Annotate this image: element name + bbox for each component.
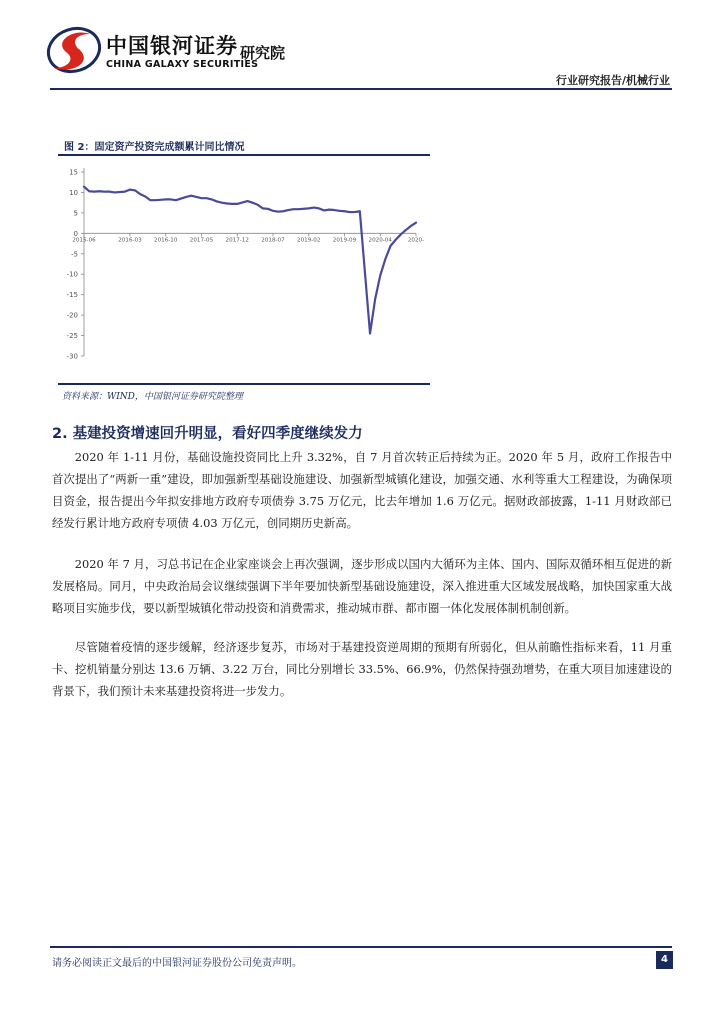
data-point [150,200,151,201]
y-tick-label: 10 [69,188,78,197]
data-point [267,208,268,209]
data-point [129,189,130,190]
data-point [170,199,171,200]
paragraph-1: 2020 年 1-11 月份，基础设施投资同比上升 3.32%，自 7 月首次转正后持续为正。2020 年 5 月，政府工作报告中首次提出了“两新一重”建设，即加强新型基础设施建设、加强新型城镇化建设，加强交通、水利等重大工程建设，为确保项目资金，报告提出今年拟安排地方政府专项债券 3.75 万亿元，比去年增加 1.6 万亿元。据财政部披露，1-11 月财政部已经发行累计地方政府专项债 4.03 万亿元，创同期历史新高。 [52,450,672,530]
page-number: 4 [656,951,673,969]
data-point [237,203,238,204]
figure-bottom-rule [58,383,430,385]
data-point [83,186,84,187]
brand-name-cn: 中国银河证券 [106,34,238,58]
x-tick-label: 2015-06 [72,237,96,244]
data-point [206,198,207,199]
x-tick-label: 2020- [407,237,425,244]
data-point [318,208,319,209]
y-tick-label: -30 [66,352,78,361]
x-tick-label: 2019-02 [297,237,321,244]
data-point [283,211,284,212]
data-point [369,333,370,334]
data-point [339,210,340,211]
y-tick-label: 0 [73,229,78,238]
data-point [415,222,416,223]
data-point [99,191,100,192]
series-line [84,187,416,334]
data-point [354,211,355,212]
data-point [104,191,105,192]
paragraph-2: 2020 年 7 月，习总书记在企业家座谈会上再次强调，逐步形成以国内大循环为主体、国内、国际双循环相互促进的新发展格局。同月，中央政治局会议继续强调下半年要加快新型基础设施建设，深入推进重大区域发展战略，加快国家重大战略项目实施步伐，要以新型城镇化带动投资和消费需求，推动城市群、都市圈一体化发展体制机制创新。 [52,557,672,615]
data-point [216,201,217,202]
data-point [226,203,227,204]
galaxy-logo-icon [46,26,102,74]
x-tick-label: 2019-09 [332,237,357,244]
data-point [262,208,263,209]
fai-growth-chart [58,158,430,380]
data-point [385,258,386,259]
data-point [211,199,212,200]
data-point [272,210,273,211]
data-point [175,200,176,201]
data-point [196,196,197,197]
figure-top-rule [58,154,430,156]
data-point [313,207,314,208]
data-point [293,209,294,210]
data-point [308,208,309,209]
disclaimer-note: 请务必阅读正文最后的中国银河证券股份公司免责声明。 [52,958,302,969]
data-point [344,211,345,212]
data-point [124,191,125,192]
data-point [334,209,335,210]
paragraph-3: 尽管随着疫情的逐步缓解，经济逐步复苏，市场对于基建投资逆周期的预期有所弱化，但从前瞻性指标来看，11 月重卡、挖机销量分别达 13.6 万辆、3.22 万台，同比分别增长 33.5%、66.9%，仍然保持强劲增势，在重大项目加速建设的背景下，我们预计未来基建投资将进一步发力。 [52,640,672,698]
data-point [140,193,141,194]
data-point [89,191,90,192]
y-tick-label: 15 [69,168,78,177]
y-tick-label: -15 [66,291,78,300]
data-point [155,200,156,201]
data-point [298,209,299,210]
data-point [160,199,161,200]
x-tick-label: 2016-03 [118,237,142,244]
brand-name-en: CHINA GALAXY SECURITIES [106,59,259,70]
data-point [232,203,233,204]
data-point [221,202,222,203]
data-point [390,245,391,246]
header-divider [50,88,672,90]
data-point [323,210,324,211]
data-point [288,209,289,210]
y-tick-label: -20 [66,311,78,320]
data-point [114,192,115,193]
section-heading: 2. 基建投资增速回升明显，看好四季度继续发力 [52,426,363,442]
data-point [380,275,381,276]
data-point [186,196,187,197]
data-point [257,204,258,205]
y-tick-label: 5 [73,209,78,218]
data-point [405,229,406,230]
data-point [94,191,95,192]
data-point [109,191,110,192]
y-axis [67,168,84,361]
data-point [134,190,135,191]
x-axis [72,233,424,243]
series-points [83,186,416,334]
brand-institute: 研究院 [240,44,286,62]
data-point [247,200,248,201]
data-point [375,299,376,300]
x-tick-label: 2018-07 [261,237,285,244]
data-point [349,211,350,212]
x-tick-label: 2016-10 [154,237,178,244]
data-point [329,209,330,210]
figure-source: 资料来源：WIND，中国银河证券研究院整理 [62,392,243,402]
data-point [400,234,401,235]
y-tick-label: -25 [66,332,78,341]
figure-caption: 图 2：固定资产投资完成额累计同比情况 [64,142,245,153]
x-tick-label: 2017-05 [189,237,214,244]
y-tick-label: -10 [66,270,78,279]
data-point [165,199,166,200]
x-tick-label: 2017-12 [225,237,249,244]
data-point [201,198,202,199]
data-point [359,211,360,212]
x-tick-label: 2020-04 [368,237,392,244]
data-point [395,239,396,240]
data-point [277,211,278,212]
data-point [252,202,253,203]
data-point [191,195,192,196]
y-tick-label: -5 [71,250,78,259]
report-type: 行业研究报告/机械行业 [555,74,670,87]
data-point [145,196,146,197]
data-point [410,225,411,226]
footer-divider [50,946,672,948]
